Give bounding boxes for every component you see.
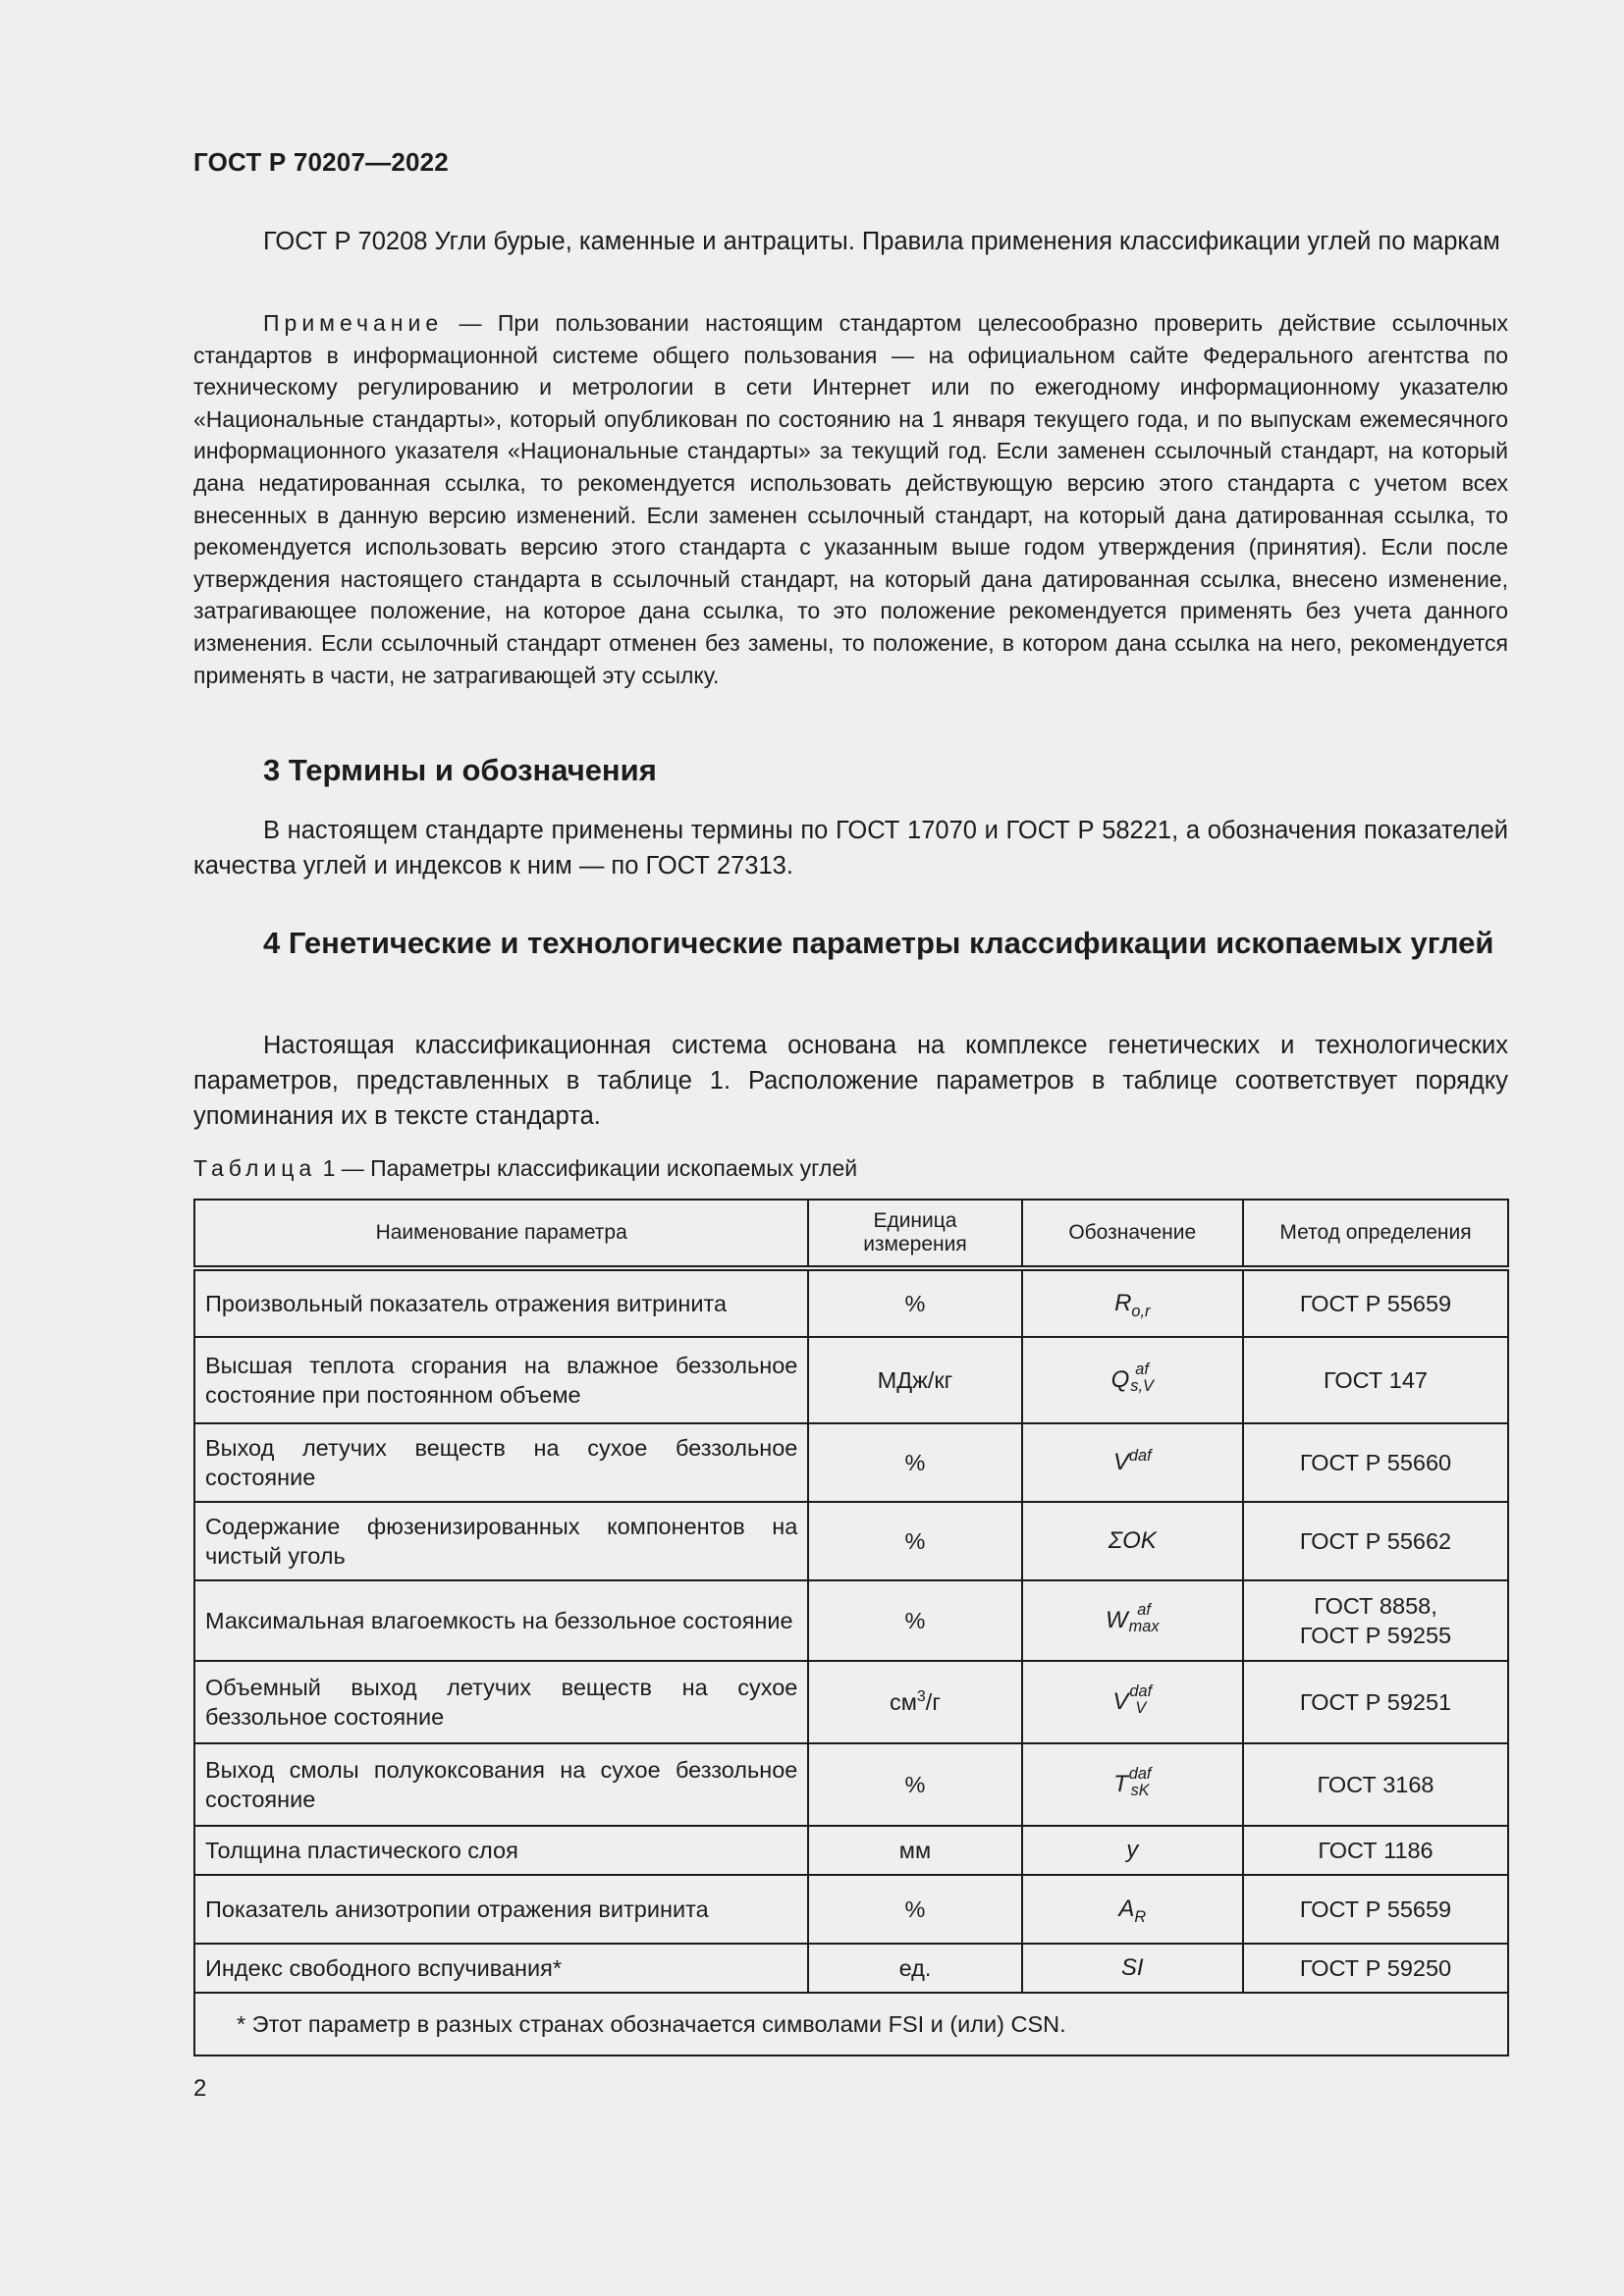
parameter-unit: % [808,1423,1021,1502]
symbol-indices [1130,1361,1154,1395]
header-method: Метод определения [1243,1200,1508,1268]
symbol-superscript: daf [1129,1682,1153,1701]
symbol-base: ΣOK [1108,1527,1157,1554]
parameter-unit: МДж/кг [808,1337,1021,1423]
parameter-unit: % [808,1268,1021,1337]
symbol-subscript: max [1128,1617,1160,1635]
symbol-base: SI [1120,1954,1144,1981]
parameter-name: Выход летучих веществ на сухое беззольное состояние [194,1423,808,1502]
parameter-symbol [1022,1580,1243,1661]
parameter-method: ГОСТ 3168 [1243,1743,1508,1826]
header-unit: Единица измерения [808,1200,1021,1268]
table-row [194,1502,1508,1580]
section-3-text: В настоящем стандарте применены термины по ГОСТ 17070 и ГОСТ Р 58221, а обозначения показателей качества углей и индексов к ним — по ГОСТ 27313. [193,817,1508,880]
parameter-method: ГОСТ Р 55660 [1243,1423,1508,1502]
parameter-unit: ед. [808,1944,1021,1993]
table-row [194,1743,1508,1826]
parameter-name: Содержание фюзенизированных компонентов на чистый уголь [194,1502,808,1580]
parameter-symbol [1022,1423,1243,1502]
parameter-method: ГОСТ Р 59251 [1243,1661,1508,1743]
parameter-name: Показатель анизотропии отражения витринита [194,1875,808,1944]
parameter-unit: % [808,1580,1021,1661]
symbol-subscript: o,r [1131,1302,1151,1320]
parameter-symbol [1022,1743,1243,1826]
parameter-name: Индекс свободного вспучивания* [194,1944,808,1993]
symbol-base: W [1106,1607,1128,1633]
parameter-method: ГОСТ 1186 [1243,1826,1508,1875]
parameter-unit: % [808,1502,1021,1580]
parameter-method: ГОСТ 147 [1243,1337,1508,1423]
parameter-unit [808,1661,1021,1743]
table-row [194,1875,1508,1944]
symbol-subscript: R [1134,1907,1147,1926]
unit-tail: /г [925,1688,941,1715]
parameter-symbol [1022,1944,1243,1993]
table-caption [193,1155,857,1182]
table-footnote: * Этот параметр в разных странах обозначается символами FSI и (или) CSN. [194,1993,1508,2056]
symbol-base: R [1114,1290,1132,1316]
parameter-unit: мм [808,1826,1021,1875]
parameter-unit: % [808,1743,1021,1826]
page-number: 2 [193,2075,207,2102]
section-4-text: Настоящая классификационная система основана на комплексе генетических и технологических параметров, представленных в таблице 1. Расположение параметров в таблице соответствует порядку упоминания их в тексте стандарта. [193,1032,1508,1130]
parameter-method: ГОСТ Р 59250 [1243,1944,1508,1993]
parameter-method: ГОСТ Р 55659 [1243,1268,1508,1337]
parameter-symbol [1022,1337,1243,1423]
symbol-indices [1129,1682,1153,1717]
parameter-name: Высшая теплота сгорания на влажное беззольное состояние при постоянном объеме [194,1337,808,1423]
parameter-symbol [1022,1826,1243,1875]
table-row [194,1423,1508,1502]
symbol-base: y [1126,1837,1139,1863]
section-3-heading: 3 Термины и обозначения [263,753,657,787]
parameter-method: ГОСТ Р 55662 [1243,1502,1508,1580]
table-header-row [194,1200,1508,1268]
parameter-symbol [1022,1268,1243,1337]
parameter-name: Объемный выход летучих веществ на сухое беззольное состояние [194,1661,808,1743]
unit-base: см [890,1688,917,1715]
parameter-method: ГОСТ 8858, ГОСТ Р 59255 [1243,1580,1508,1661]
table-row [194,1268,1508,1337]
symbol-subscript: V [1135,1698,1147,1717]
symbol-base: V [1112,1688,1129,1715]
reference-note [193,307,1508,691]
symbol-indices [1128,1601,1160,1635]
symbol-base: Q [1110,1366,1130,1393]
symbol-base: T [1113,1771,1128,1797]
symbol-indices [1128,1765,1152,1799]
symbol-superscript: af [1135,1361,1149,1379]
symbol-superscript: af [1137,1601,1151,1620]
table-caption-text: 1 — Параметры классификации ископаемых углей [316,1155,858,1181]
header-symbol: Обозначение [1022,1200,1243,1268]
table-row [194,1337,1508,1423]
header-parameter-name: Наименование параметра [194,1200,808,1268]
parameter-name: Выход смолы полукоксования на сухое беззольное состояние [194,1743,808,1826]
table-row [194,1826,1508,1875]
unit-exponent: 3 [916,1687,926,1705]
symbol-subscript: sK [1130,1781,1150,1799]
table-footnote-row [194,1993,1508,2056]
parameter-symbol [1022,1661,1243,1743]
table-caption-label: Таблица [193,1155,317,1181]
parameter-symbol [1022,1875,1243,1944]
note-label: Примечание [263,310,444,336]
symbol-base: V [1112,1449,1129,1475]
table-row [194,1580,1508,1661]
parameter-unit: % [808,1875,1021,1944]
section-4-heading: 4 Генетические и технологические параметры классификации ископаемых углей [263,926,1494,960]
document-id-header: ГОСТ Р 70207—2022 [193,147,449,177]
symbol-subscript: s,V [1130,1376,1154,1395]
table-row [194,1661,1508,1743]
parameter-name: Максимальная влагоемкость на беззольное состояние [194,1580,808,1661]
symbol-superscript: daf [1128,1765,1152,1784]
note-text: — При пользовании настоящим стандартом целесообразно проверить действие ссылочных стандартов в информационной системе общего пользования — на официальном сайте Федерального агентства по техническому регулированию и метрологии в сети Интернет или по ежегодному информационному указателю «Национальные стандарты», который опубликован по состоянию на 1 января текущего года, и по выпускам ежемесячного информационного указателя «Национальные стандарты» за текущий год. Если заменен ссылочный стандарт, на который дана недатированная ссылка, то рекомендуется использовать действующую версию этого стандарта с учетом всех внесенных в данную версию изменений. Если заменен ссылочный стандарт, на который дана датированная ссылка, то рекомендуется использовать версию этого стандарта с указанным выше годом утверждения (принятия). Если после утверждения настоящего стандарта в ссылочный стандарт, на который дана датированная ссылка, внесено изменение, затрагивающее положение, на которое дана ссылка, то это положение рекомендуется применять без учета данного изменения. Если ссылочный стандарт отменен без замены, то положение, в котором дана ссылка на него, рекомендуется применять в части, не затрагивающей эту ссылку. [193,310,1508,688]
table-row [194,1944,1508,1993]
symbol-base: A [1118,1896,1135,1922]
parameter-name: Толщина пластического слоя [194,1826,808,1875]
symbol-superscript: daf [1128,1447,1152,1465]
parameter-symbol [1022,1502,1243,1580]
parameter-method: ГОСТ Р 55659 [1243,1875,1508,1944]
reference-item: ГОСТ Р 70208 Угли бурые, каменные и антрациты. Правила применения классификации углей по маркам [263,228,1500,255]
parameter-name: Произвольный показатель отражения витринита [194,1268,808,1337]
parameters-table [193,1199,1509,2056]
